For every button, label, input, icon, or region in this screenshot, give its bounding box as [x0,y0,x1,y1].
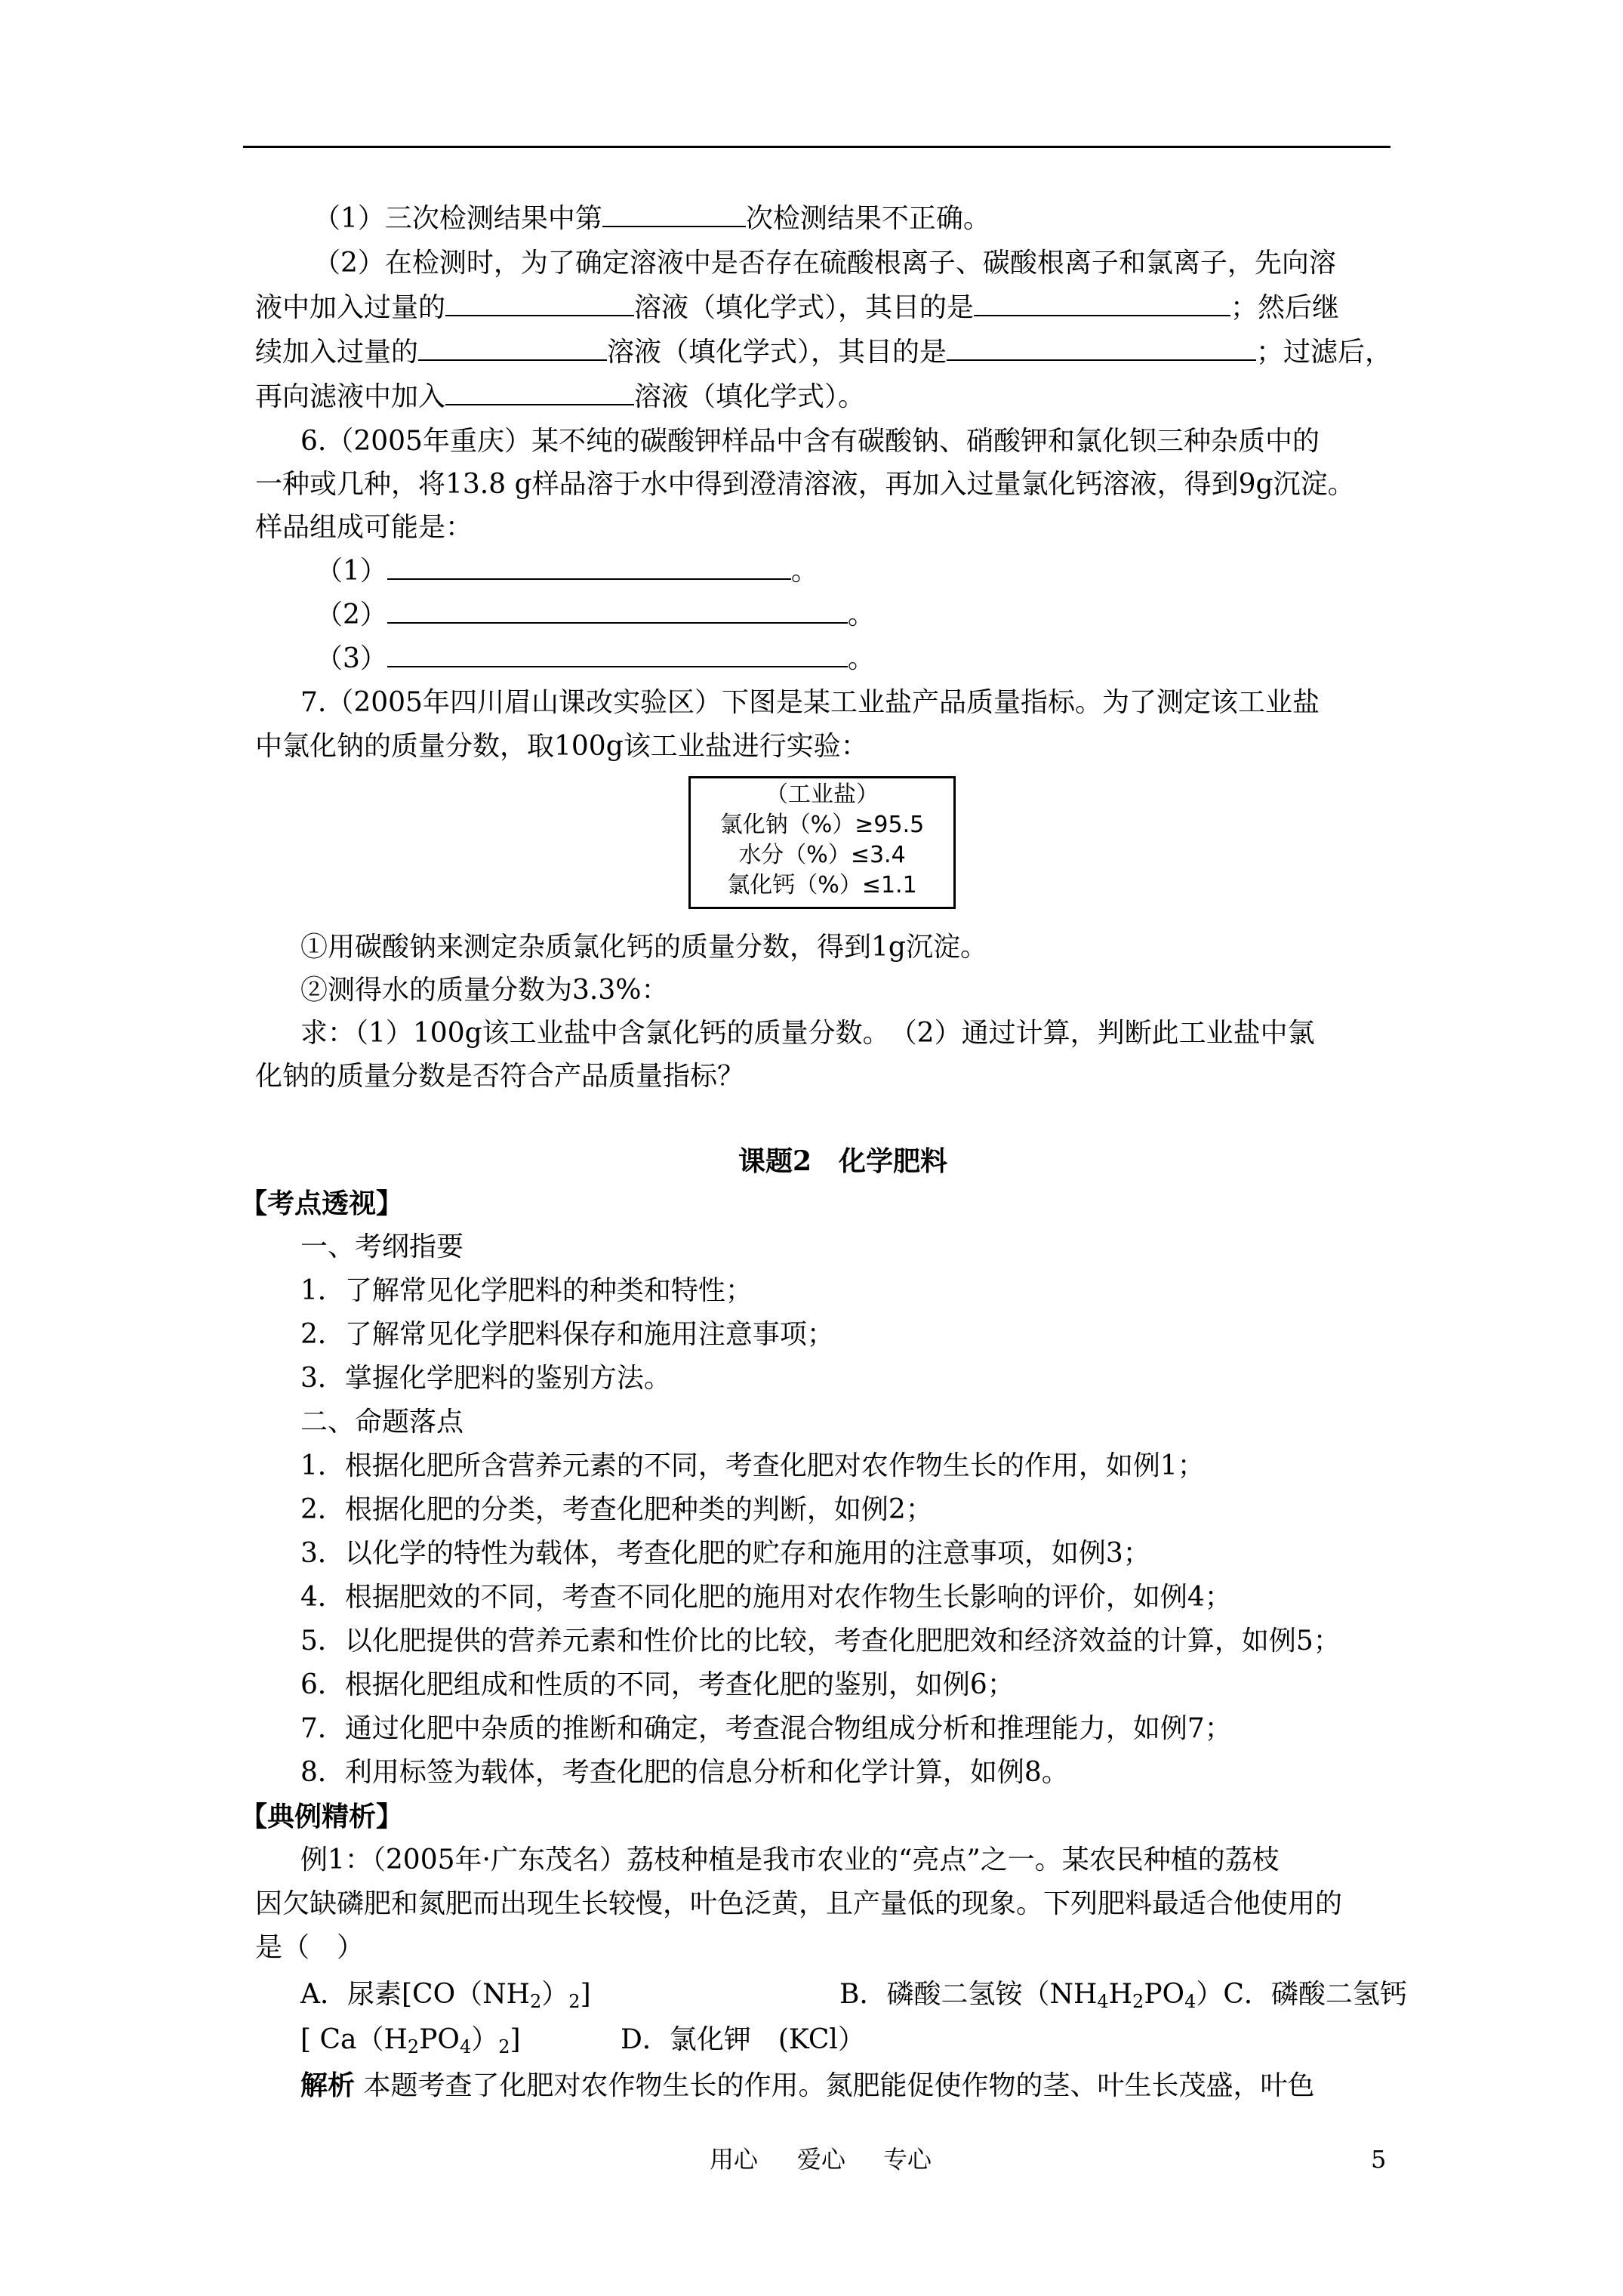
analysis-label: 解析 [300,2069,356,2101]
q7-line6: 化钠的质量分数是否符合产品质量指标？ [255,1061,745,1092]
analysis-text: 本题考查了化肥对农作物生长的作用。氮肥能促使作物的茎、叶生长茂盛，叶色 [363,2070,1315,2101]
q5-part2-line2 [255,291,1339,325]
heading-mingti: 二、命题落点 [300,1407,464,1438]
option-d: D．氯化钾 (KCl） [621,2024,865,2055]
mingti-item-5: 5．以化肥提供的营养元素和性价比的比较，考查化肥肥效和经济效益的计算，如例5； [300,1626,1341,1657]
option-c-text: ] [510,2024,521,2055]
subscript: 4 [1097,1991,1109,2012]
label-line-nacl: 氯化钠（%）≥95.5 [719,812,925,838]
gangyao-item-3: 3．掌握化学肥料的鉴别方法。 [300,1363,671,1394]
footer-motto-2: 爱心 [797,2145,846,2174]
section-title: 课题2 化学肥料 [738,1145,948,1177]
subscript: 2 [407,2036,420,2057]
option-b-text: PO [1144,1979,1185,2010]
q6-option2 [316,599,875,632]
mingti-item-6: 6．根据化肥组成和性质的不同，考查化肥的鉴别，如例6； [300,1669,1015,1700]
footer-motto-1: 用心 [710,2145,759,2174]
answer-blank [974,292,1230,316]
q6-line2: 一种或几种，将13.8 g样品溶于水中得到澄清溶液，再加入过量氯化钙溶液，得到9g沉淀。 [255,469,1355,500]
q7-line4: ②测得水的质量分数为3.3%： [300,975,669,1006]
q7-line2: 中氯化钠的质量分数，取100g该工业盐进行实验： [255,731,868,762]
q5-part2-text-c2: 溶液（填化学式），其目的是 [607,337,947,368]
q6-option1 [316,555,818,588]
subscript: 2 [1132,1991,1144,2012]
q5-part1-text-a: （1）三次检测结果中第 [313,203,602,234]
label-line-water: 水分（%）≤3.4 [738,842,906,868]
subscript: 2 [498,2036,510,2057]
q5-part2-line4 [255,381,865,414]
footer-motto-3: 专心 [883,2145,932,2174]
q5-part2-line3 [255,336,1392,369]
option-b-c [839,1978,1407,2018]
q5-part1 [313,202,990,236]
mingti-item-2: 2．根据化肥的分类，考查化肥种类的判断，如例2； [300,1494,933,1525]
q6-line3: 样品组成可能是： [255,512,473,543]
mingti-item-8: 8．利用标签为载体，考查化肥的信息分析和化学计算，如例8。 [300,1757,1069,1788]
mingti-item-1: 1．根据化肥所含营养元素的不同，考查化肥对农作物生长的作用，如例1； [300,1450,1205,1481]
mingti-item-3: 3．以化学的特性为载体，考查化肥的贮存和施用的注意事项，如例3； [300,1538,1150,1569]
answer-blank [602,203,746,227]
gangyao-item-2: 2．了解常见化学肥料保存和施用注意事项； [300,1319,834,1350]
example1-line2: 因欠缺磷肥和氮肥而出现生长较慢，叶色泛黄，且产量低的现象。下列肥料最适合他使用的 [255,1888,1343,1919]
q6-option2-end: 。 [847,599,875,630]
q6-option1-end: 。 [790,556,818,587]
option-a-text: A．尿素[CO（NH [300,1979,530,2010]
option-a-text: ） [541,1979,569,2010]
gangyao-item-1: 1．了解常见化学肥料的种类和特性； [300,1275,753,1306]
option-a [300,1978,591,2018]
answer-blank [387,556,791,580]
q6-option1-label: （1） [316,556,387,587]
q5-part1-text-b: 次检测结果不正确。 [745,203,990,234]
heading-gangyao: 一、考纲指要 [300,1231,464,1262]
option-b-text: ）C．磷酸二氢钙 [1196,1979,1407,2010]
mingti-item-7: 7．通过化肥中杂质的推断和确定，考查混合物组成分析和推理能力，如例7； [300,1713,1232,1744]
subscript: 4 [1184,1991,1196,2012]
q7-line3: ①用碳酸钠来测定杂质氯化钙的质量分数，得到1g沉淀。 [300,932,987,963]
subscript: 4 [459,2036,472,2057]
option-c-text: PO [419,2024,460,2055]
q6-option3-label: （3） [316,643,387,674]
q7-line1: 7.（2005年四川眉山课改实验区）下图是某工业盐产品质量指标。为了测定该工业盐 [300,687,1320,718]
q5-part2-line1: （2）在检测时，为了确定溶液中是否存在硫酸根离子、碳酸根离子和氯离子，先向溶 [313,248,1336,279]
example1-line1: 例1：（2005年·广东茂名）荔枝种植是我市农业的“亮点”之一。某农民种植的荔枝 [300,1845,1280,1875]
answer-blank [387,599,848,624]
option-c-formula [300,2023,521,2063]
heading-kaodian: 【考点透视】 [240,1188,404,1219]
answer-blank [947,337,1256,361]
answer-blank [445,381,634,405]
example1-line3: 是（ ） [255,1932,365,1963]
analysis [300,2069,1314,2103]
mingti-item-4: 4．根据肥效的不同，考查不同化肥的施用对农作物生长影响的评价，如例4； [300,1582,1232,1613]
header-rule [243,146,1390,148]
q5-part2-text-b3: ；然后继 [1230,292,1340,323]
q5-part2-text-b1: 液中加入过量的 [255,292,446,323]
answer-blank [445,292,634,316]
q5-part2-text-d1: 再向滤液中加入 [255,381,446,412]
option-c-text: [ Ca（H [300,2024,408,2055]
subscript: 2 [568,1991,581,2012]
option-b-text: B．磷酸二氢铵（NH [839,1979,1098,2010]
q7-line5: 求：（1）100g该工业盐中含氯化钙的质量分数。 （2）通过计算，判断此工业盐中氯 [300,1018,1315,1049]
option-c-text: ） [471,2024,499,2055]
subscript: 2 [530,1991,542,2012]
q5-part2-text-b2: 溶液（填化学式），其目的是 [634,292,975,323]
answer-blank [418,337,607,361]
q5-part2-text-c3: ；过滤后， [1256,337,1393,368]
q6-line1: 6.（2005年重庆）某不纯的碳酸钾样品中含有碳酸钠、硝酸钾和氯化钡三种杂质中的 [300,426,1320,457]
option-a-text: ] [580,1979,591,2010]
answer-blank [387,643,848,667]
option-b-text: H [1108,1979,1133,2010]
product-label-box [688,776,956,909]
heading-dianli: 【典例精析】 [240,1801,404,1832]
label-title: （工业盐） [765,781,879,808]
page-number: 5 [1371,2145,1387,2174]
q5-part2-text-d2: 溶液（填化学式）。 [634,381,866,412]
q6-option3-end: 。 [847,643,875,674]
q5-part2-text-c1: 续加入过量的 [255,337,419,368]
q6-option3 [316,643,875,676]
label-line-cacl2: 氯化钙（%）≤1.1 [727,872,917,898]
q6-option2-label: （2） [316,599,387,630]
